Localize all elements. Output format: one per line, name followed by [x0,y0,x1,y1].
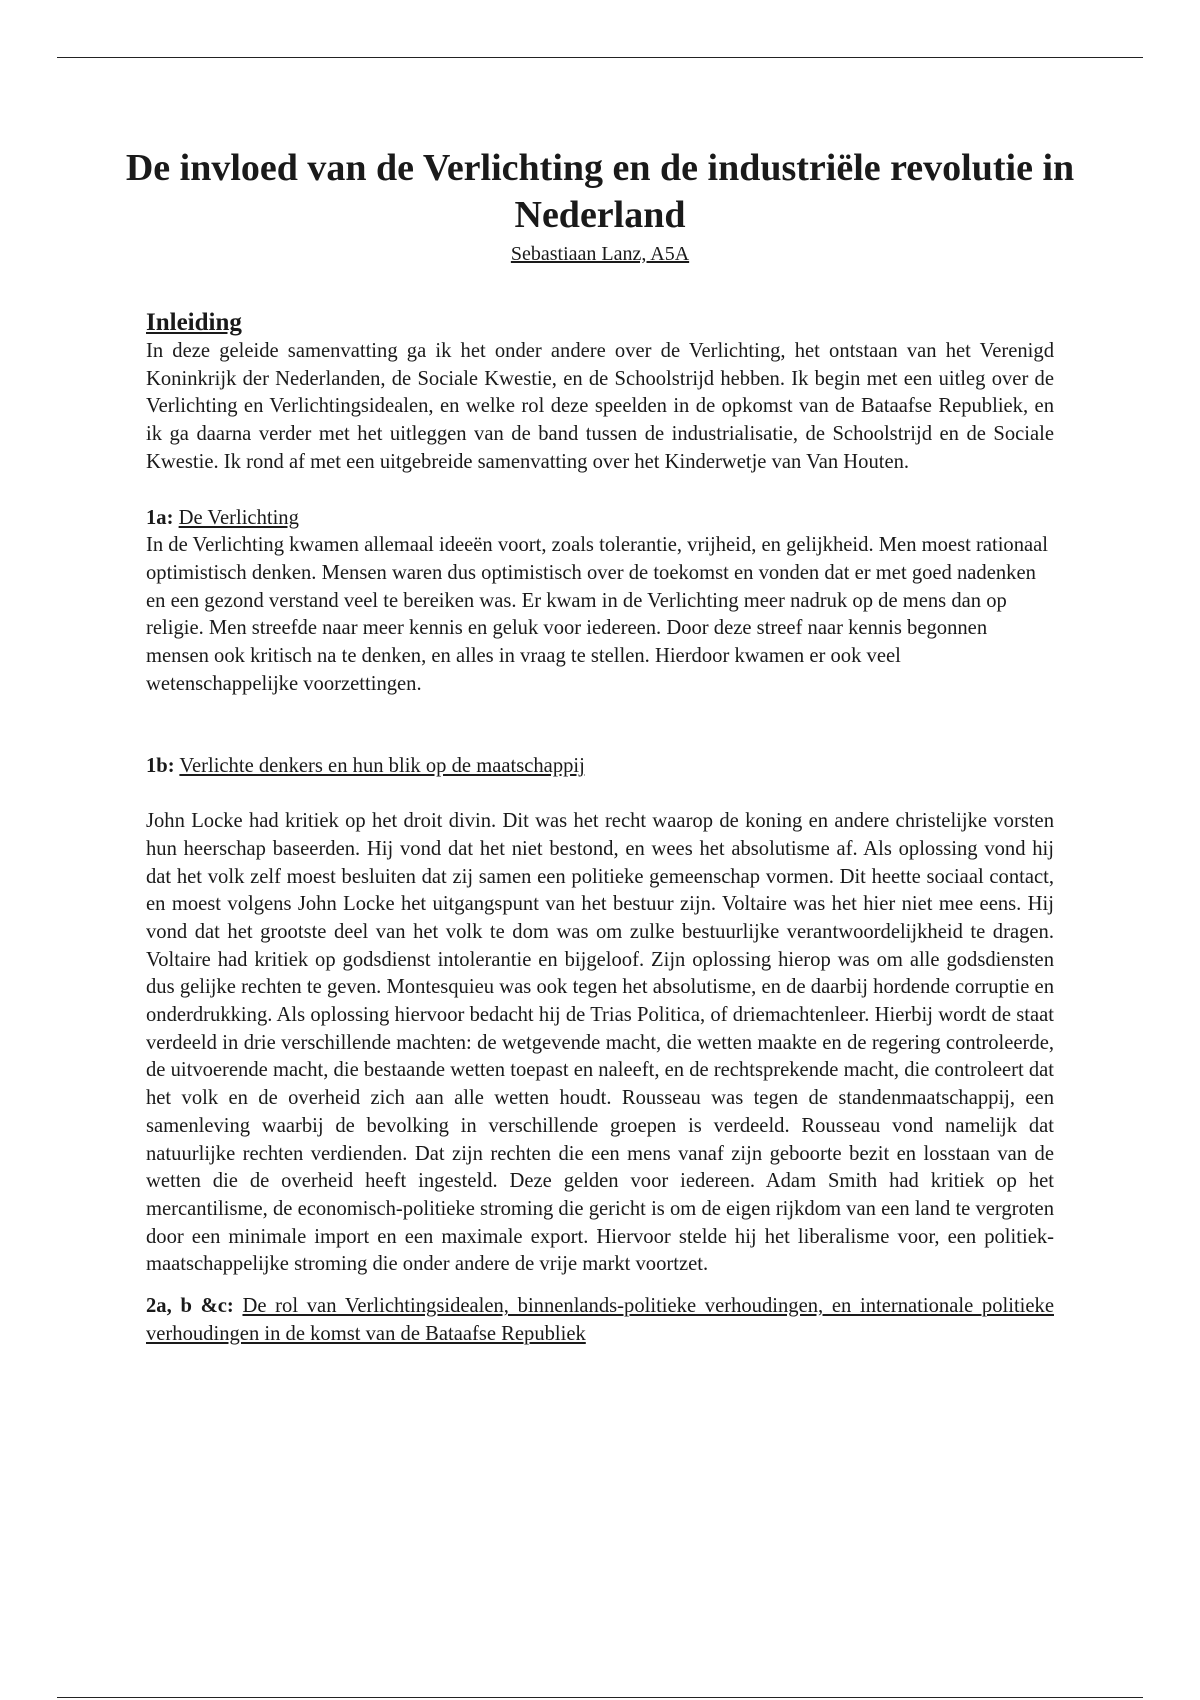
bottom-rule [57,1697,1143,1698]
spacer [146,1279,1054,1293]
section-2-heading [146,1293,1054,1348]
spacer [146,781,1054,808]
section-1b-title: Verlichte denkers en hun blik op de maatschappij [179,755,585,778]
section-1a-paragraph: In de Verlichting kwamen allemaal ideeën voort, zoals tolerantie, vrijheid, en gelijkheid. Men moest rationaal optimistisch denken. Mensen waren dus optimistisch over de toekomst en vonden dat er met goed nadenken en een gezond verstand veel te bereiken was. Er kwam in de Verlichting meer nadruk op de mens dan op religie. Men streefde naar meer kennis en geluk voor iedereen. Door deze streef naar kennis begonnen mensen ook kritisch na te denken, en alles in vraag te stellen. Hierdoor kwamen er ook veel wetenschappelijke voorzettingen. [146,534,1049,695]
section-1a-number: 1a: [146,506,174,529]
section-1b-heading [146,753,1054,781]
spacer [146,698,1054,753]
document-body [146,308,1054,1349]
section-1a-heading [146,505,1054,533]
section-2-title: De rol van Verlichtingsidealen, binnenlands-politieke verhoudingen, en internationale politieke verhoudingen in de komst van de Bataafse Republiek [146,1295,1054,1345]
intro-paragraph: In deze geleide samenvatting ga ik het onder andere over de Verlichting, het ontstaan van het Verenigd Koninkrijk der Nederlanden, de Sociale Kwestie, en de Schoolstrijd hebben. Ik begin met een uitleg over de Verlichting en Verlichtingsidealen, en welke rol deze speelden in de opkomst van de Bataafse Republiek, en ik ga daarna verder met het uitleggen van de band tussen de industrialisatie, de Schoolstrijd en de Sociale Kwestie. Ik rond af met een uitgebreide samenvatting over het Kinderwetje van Van Houten. [146,340,1054,473]
section-1b-number: 1b: [146,755,175,778]
document-title: De invloed van de Verlichting en de industriële revolutie in Nederland [125,147,1075,236]
title-block [100,145,1100,265]
spacer [146,477,1054,505]
top-rule [57,57,1143,58]
section-1b-paragraph: John Locke had kritiek op het droit divin. Dit was het recht waarop de koning en andere christelijke vorsten hun heerschap baseerden. Hij vond dat het niet bestond, en wees het absolutisme af. Als oplossing vond hij dat het volk zelf moest besluiten dat zij samen een politieke gemeenschap vormen. Dit heette sociaal contact, en moest volgens John Locke het uitgangspunt van het bestuur zijn. Voltaire was het hier niet mee eens. Hij vond dat het grootste deel van het volk te dom was om zulke bestuurlijke verantwoordelijkheid te dragen. Voltaire had kritiek op godsdienst intolerantie en bijgeloof. Zijn oplossing hierop was om alle godsdiensten dus gelijke rechten te geven. Montesquieu was ook tegen het absolutisme, en de daarbij hordende corruptie en onderdrukking. Als oplossing hiervoor bedacht hij de Trias Politica, of driemachtenleer. Hierbij wordt de staat verdeeld in drie verschillende machten: de wetgevende macht, die wetten maakte en de regering controleerde, de uitvoerende macht, die bestaande wetten toepast en naleeft, en de rechtsprekende macht, die controleert dat het volk en de overheid zich aan alle wetten houdt. Rousseau was tegen de standenmaatschappij, een samenleving waarbij de bevolking in verschillende groepen is verdeeld. Rousseau vond namelijk dat natuurlijke rechten verdienden. Dat zijn rechten die een mens vanaf zijn geboorte bezit en losstaan van de wetten die de overheid heeft ingesteld. Deze gelden voor iedereen. Adam Smith had kritiek op het mercantilisme, de economisch-politieke stroming die gericht is om de eigen rijkdom van een land te vergroten door een minimale import en een maximale export. Hiervoor stelde hij het liberalisme voor, een politiek-maatschappelijke stroming die onder andere de vrije markt voortzet. [146,810,1055,1276]
section-2-number: 2a, b &c: [146,1295,234,1318]
intro-heading: Inleiding [146,309,242,336]
author-line: Sebastiaan Lanz, A5A [510,243,690,265]
section-1a-title: De Verlichting [178,506,299,529]
